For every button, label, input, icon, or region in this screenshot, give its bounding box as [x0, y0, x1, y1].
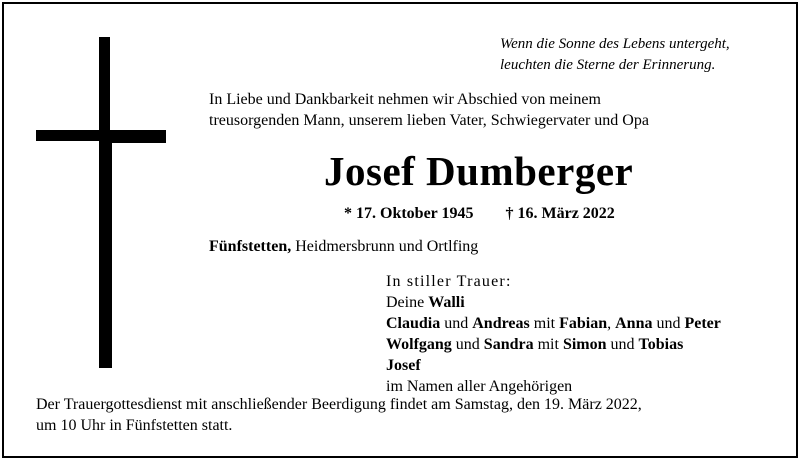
- mourner-line-children-2: [386, 334, 721, 355]
- mourner-name: Josef: [386, 357, 421, 374]
- places-line: [209, 238, 478, 256]
- funeral-service-info: [36, 394, 642, 436]
- death-date: † 16. März 2022: [505, 205, 615, 222]
- place-main: Fünfstetten,: [209, 238, 292, 255]
- mourner-name: Andreas: [472, 315, 530, 332]
- mourner-name: Peter: [684, 315, 721, 332]
- mourner-name: Walli: [428, 294, 465, 311]
- deceased-name: Josef Dumberger: [324, 148, 634, 194]
- mourner-joiner: und: [652, 315, 685, 332]
- mourner-joiner: mit: [533, 336, 563, 353]
- mourner-joiner: und: [440, 315, 473, 332]
- mourner-name: Wolfgang: [386, 336, 452, 353]
- service-line-2: um 10 Uhr in Fünfstetten statt.: [36, 417, 233, 434]
- mourner-name: Anna: [615, 315, 653, 332]
- intro-line-2: treusorgenden Mann, unserem lieben Vater, Schwiegervater und Opa: [209, 112, 649, 129]
- mourner-name: Fabian: [559, 315, 608, 332]
- mourner-joiner: mit: [529, 315, 560, 332]
- place-rest: Heidmersbrunn und Ortlfing: [291, 238, 479, 255]
- mourner-line-wife: [386, 292, 721, 313]
- quote-line-2: leuchten die Sterne der Erinnerung.: [500, 57, 716, 73]
- intro-line-1: In Liebe und Dankbarkeit nehmen wir Abschied von meinem: [209, 91, 601, 108]
- mourner-name: Tobias: [638, 336, 684, 353]
- mourner-joiner: und: [451, 336, 484, 353]
- mourner-name: Claudia: [386, 315, 441, 332]
- quote-line-1: Wenn die Sonne des Lebens untergeht,: [500, 36, 730, 52]
- mourner-name: Simon: [562, 336, 607, 353]
- service-line-1: Der Trauergottesdienst mit anschließender Beerdigung findet am Samstag, den 19. März 2022,: [36, 396, 642, 413]
- intro-text: [209, 89, 649, 131]
- mourner-joiner: und: [606, 336, 639, 353]
- mourner-line-all: im Namen aller Angehörigen: [386, 378, 573, 395]
- mourner-line-children-1: [386, 313, 721, 334]
- mourners-block: [386, 271, 721, 397]
- mourner-prefix: Deine: [386, 294, 429, 311]
- mourner-joiner: ,: [607, 315, 616, 332]
- mourner-line-josef: [386, 355, 721, 376]
- mourner-name: Sandra: [483, 336, 534, 353]
- life-dates: [344, 205, 615, 223]
- memorial-quote: [500, 34, 730, 76]
- birth-date: * 17. Oktober 1945: [344, 205, 474, 222]
- cross-icon: [4, 4, 204, 384]
- obituary-notice: [2, 2, 798, 458]
- mourners-heading: In stiller Trauer:: [386, 273, 512, 290]
